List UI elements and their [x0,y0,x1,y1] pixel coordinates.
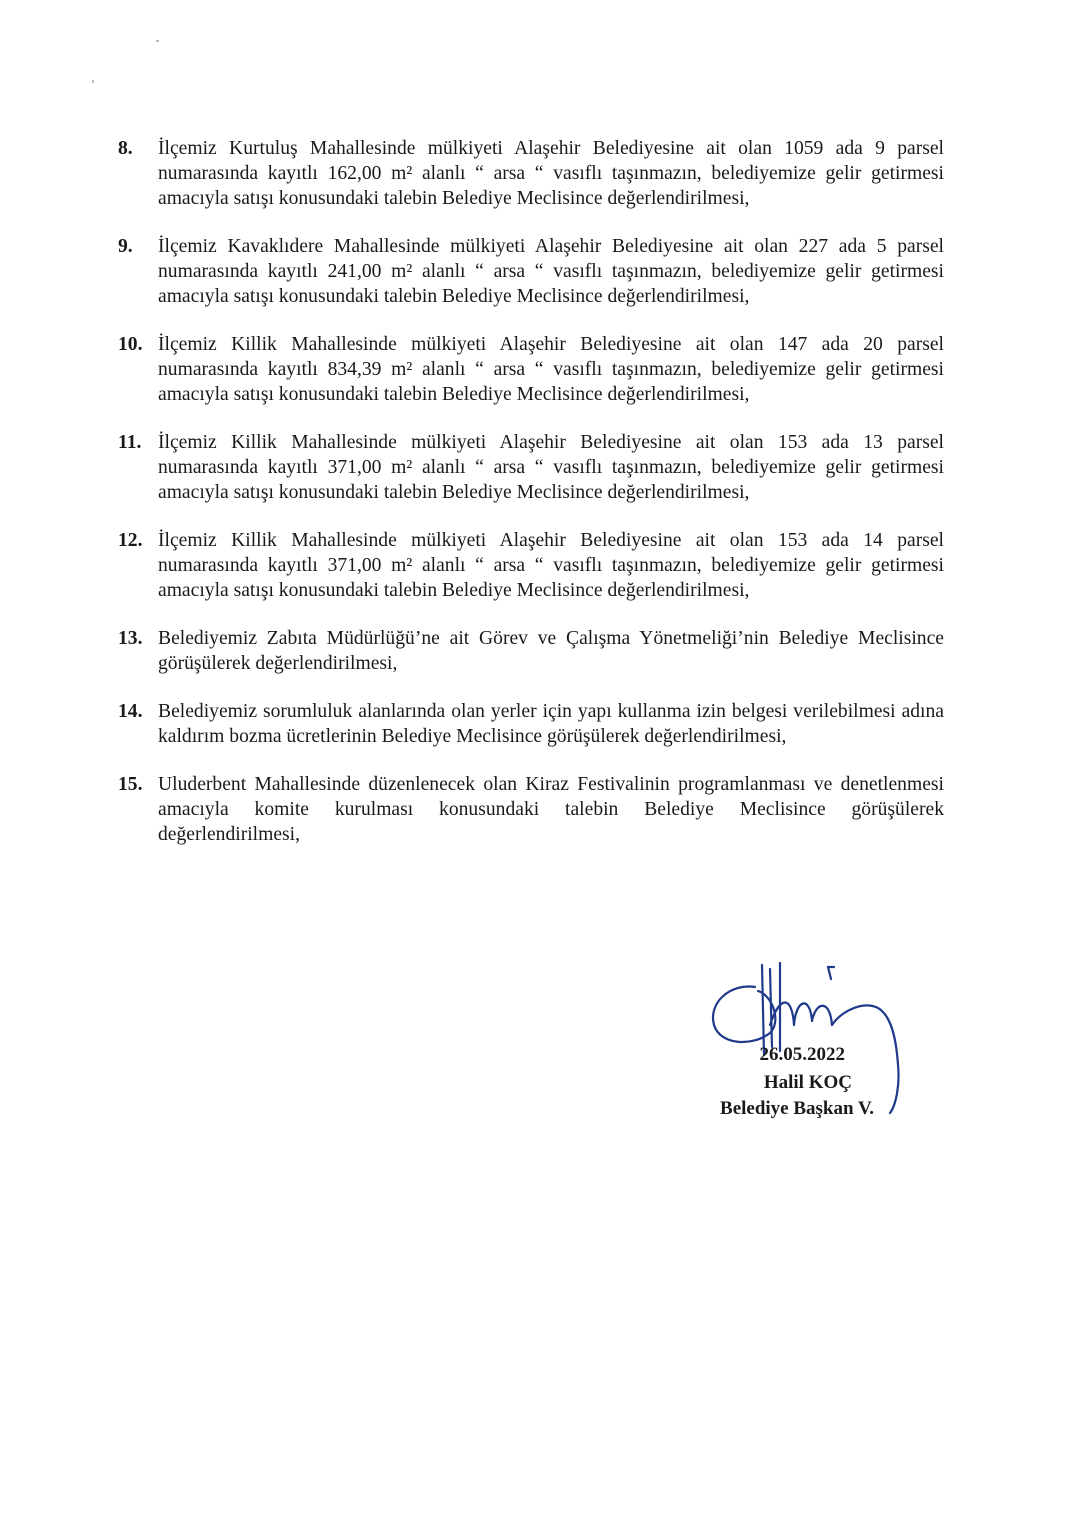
agenda-item-text: İlçemiz Kavaklıdere Mahallesinde mülkiyeti Alaşehir Belediyesine ait olan 227 ada 5 parsel numarasında kayıtlı 241,00 m² alanlı “ arsa “ vasıflı taşınmazın, belediyemize gelir getirmesi amacıyla satışı konusundaki talebin Belediye Meclisince değerlendirilmesi, [158,236,944,307]
agenda-item-number: 13. [118,628,143,649]
scan-speck [92,80,94,83]
signatory-title: Belediye Başkan V. [720,1098,874,1119]
agenda-item [118,699,944,749]
agenda-item [118,626,944,676]
agenda-item-number: 11. [118,432,142,453]
agenda-item-number: 12. [118,530,143,551]
agenda-item [118,772,944,847]
agenda-item-number: 9. [118,236,133,257]
agenda-item-number: 14. [118,701,143,722]
agenda-item [118,332,944,407]
agenda-item-text: İlçemiz Kurtuluş Mahallesinde mülkiyeti Alaşehir Belediyesine ait olan 1059 ada 9 parsel numarasında kayıtlı 162,00 m² alanlı “ arsa “ vasıflı taşınmazın, belediyemize gelir getirmesi amacıyla satışı konusundaki talebin Belediye Meclisince değerlendirilmesi, [158,138,944,209]
agenda-list [118,136,944,870]
agenda-item-text: İlçemiz Killik Mahallesinde mülkiyeti Alaşehir Belediyesine ait olan 153 ada 14 parsel numarasında kayıtlı 371,00 m² alanlı “ arsa “ vasıflı taşınmazın, belediyemize gelir getirmesi amacıyla satışı konusundaki talebin Belediye Meclisince değerlendirilmesi, [158,530,944,601]
signature-date: 26.05.2022 [759,1044,845,1065]
agenda-item-text: İlçemiz Killik Mahallesinde mülkiyeti Alaşehir Belediyesine ait olan 153 ada 13 parsel numarasında kayıtlı 371,00 m² alanlı “ arsa “ vasıflı taşınmazın, belediyemize gelir getirmesi amacıyla satışı konusundaki talebin Belediye Meclisince değerlendirilmesi, [158,432,944,503]
agenda-item-number: 8. [118,138,133,159]
agenda-item-text: İlçemiz Killik Mahallesinde mülkiyeti Alaşehir Belediyesine ait olan 147 ada 20 parsel numarasında kayıtlı 834,39 m² alanlı “ arsa “ vasıflı taşınmazın, belediyemize gelir getirmesi amacıyla satışı konusundaki talebin Belediye Meclisince değerlendirilmesi, [158,334,944,405]
scan-speck [156,40,159,42]
signature-block [700,955,920,1135]
agenda-item-number: 10. [118,334,143,355]
agenda-item [118,528,944,603]
agenda-item [118,234,944,309]
agenda-item [118,136,944,211]
signatory-name: Halil KOÇ [763,1072,852,1093]
agenda-item-number: 15. [118,774,143,795]
agenda-item [118,430,944,505]
agenda-item-text: Uluderbent Mahallesinde düzenlenecek olan Kiraz Festivalinin programlanması ve denetlenmesi amacıyla komite kurulması konusundaki talebin Belediye Meclisince görüşülerek değerlendirilmesi, [158,774,944,845]
agenda-item-text: Belediyemiz sorumluluk alanlarında olan yerler için yapı kullanma izin belgesi verilebilmesi adına kaldırım bozma ücretlerinin Belediye Meclisince görüşülerek değerlendirilmesi, [158,701,944,747]
agenda-item-text: Belediyemiz Zabıta Müdürlüğü’ne ait Görev ve Çalışma Yönetmeliği’nin Belediye Meclisince görüşülerek değerlendirilmesi, [158,628,944,674]
